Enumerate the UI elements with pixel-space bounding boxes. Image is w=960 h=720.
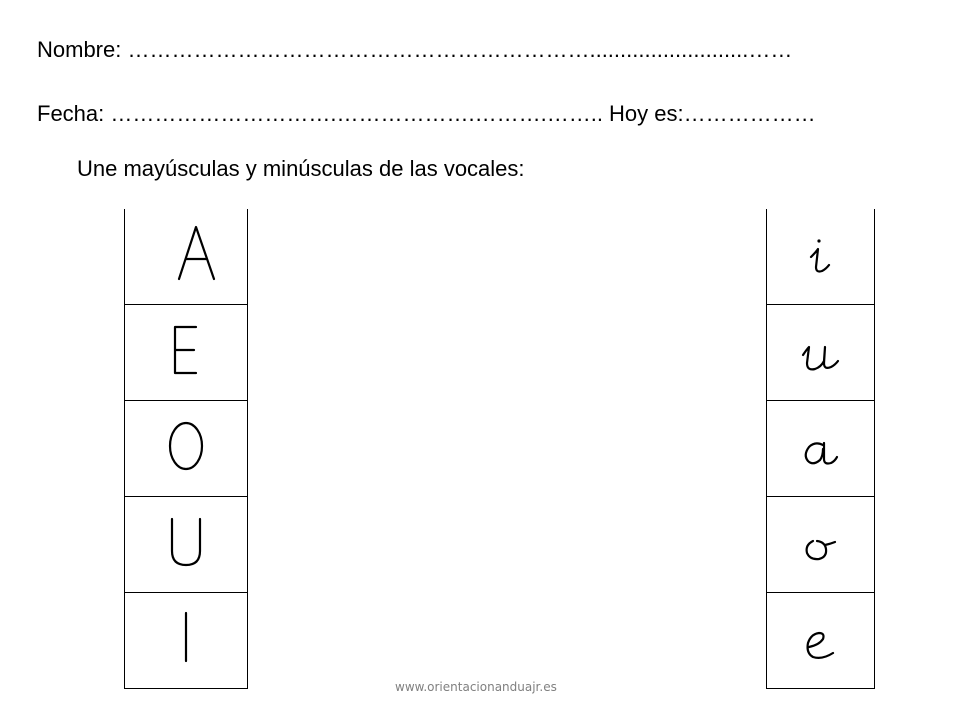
- letter-uppercase-i: [125, 593, 247, 689]
- letter-lowercase-e: [767, 593, 874, 689]
- uppercase-column: [124, 209, 248, 689]
- uppercase-cell-u[interactable]: [125, 497, 247, 593]
- letter-lowercase-o: [767, 497, 874, 593]
- instruction-text: Une mayúsculas y minúsculas de las vocales:: [77, 156, 525, 181]
- letter-lowercase-i: [767, 209, 874, 305]
- name-line: Nombre: ………………………………………………………..........................……: [37, 37, 793, 62]
- date-line: Fecha: ………………………….……………….……….…….. Hoy es:………………: [37, 101, 816, 126]
- letter-uppercase-e: [125, 305, 247, 401]
- lowercase-column: [766, 209, 875, 689]
- lowercase-cell-a[interactable]: [767, 401, 874, 497]
- uppercase-cell-i[interactable]: [125, 593, 247, 689]
- letter-uppercase-a: [125, 209, 247, 305]
- letter-uppercase-o: [125, 401, 247, 497]
- lowercase-cell-i[interactable]: [767, 209, 874, 305]
- uppercase-cell-o[interactable]: [125, 401, 247, 497]
- letter-uppercase-u: [125, 497, 247, 593]
- lowercase-cell-e[interactable]: [767, 593, 874, 689]
- lowercase-cell-o[interactable]: [767, 497, 874, 593]
- letter-lowercase-a: [767, 401, 874, 497]
- uppercase-cell-e[interactable]: [125, 305, 247, 401]
- letter-lowercase-u: [767, 305, 874, 401]
- uppercase-cell-a[interactable]: [125, 209, 247, 305]
- footer-website: www.orientacionanduajr.es: [395, 680, 557, 694]
- lowercase-cell-u[interactable]: [767, 305, 874, 401]
